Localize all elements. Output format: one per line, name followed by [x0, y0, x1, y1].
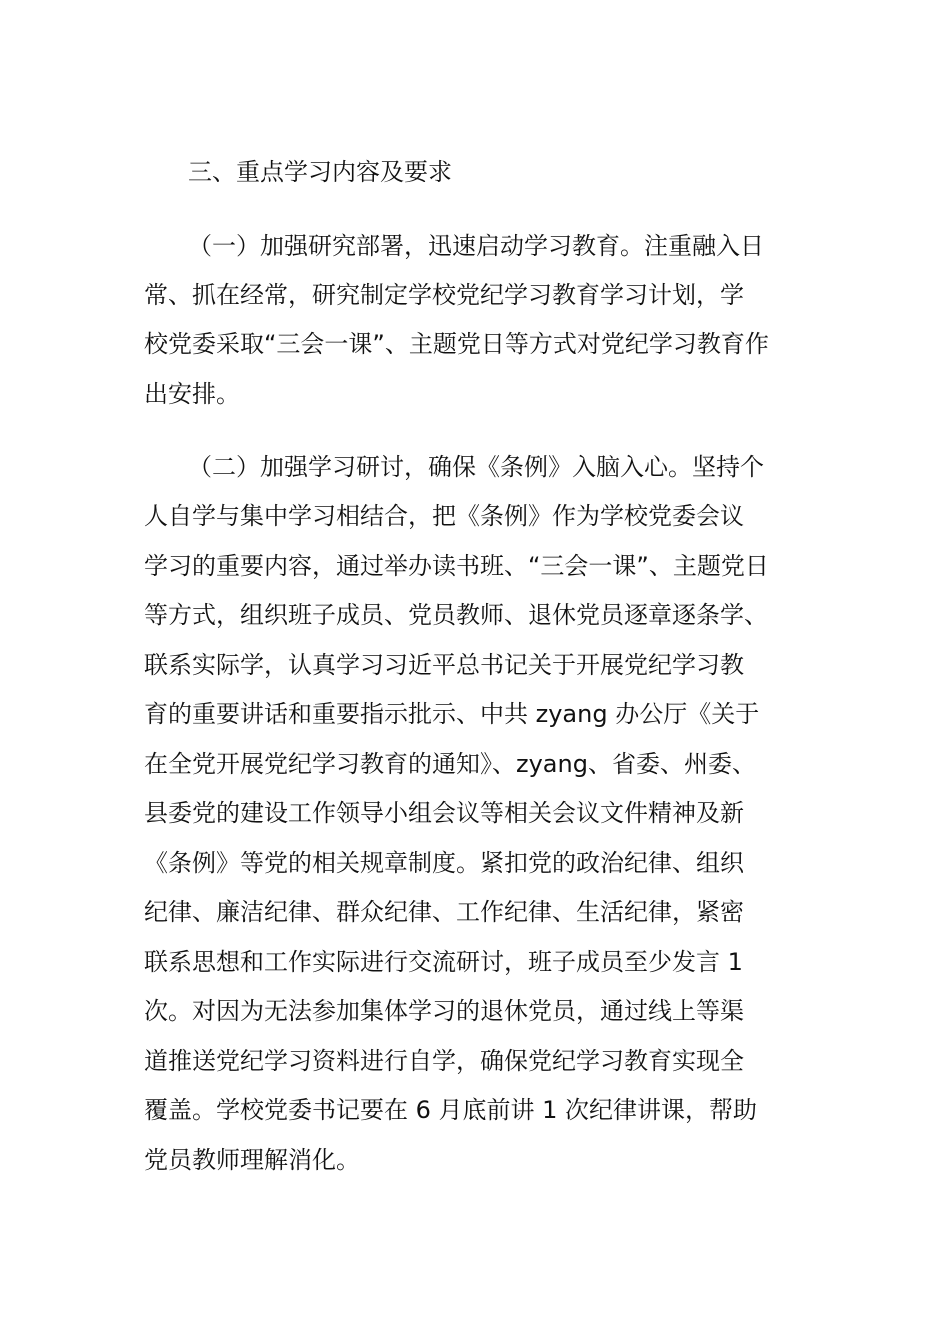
paragraph-1-line-4: 出安排。: [144, 380, 240, 408]
paragraph-2-line-14: 覆盖。学校党委书记要在 6 月底前讲 1 次纪律讲课，帮助: [144, 1096, 758, 1124]
paragraph-2-line-13: 道推送党纪学习资料进行自学，确保党纪学习教育实现全: [144, 1047, 744, 1075]
paragraph-2-line-12: 次。对因为无法参加集体学习的退休党员，通过线上等渠: [144, 997, 744, 1025]
paragraph-1-line-1: （一）加强研究部署，迅速启动学习教育。注重融入日: [188, 232, 764, 260]
paragraph-2-line-10: 纪律、廉洁纪律、群众纪律、工作纪律、生活纪律，紧密: [144, 898, 744, 926]
paragraph-2-line-5: 联系实际学，认真学习习近平总书记关于开展党纪学习教: [144, 651, 744, 679]
paragraph-2-line-6: 育的重要讲话和重要指示批示、中共 zyang 办公厅《关于: [144, 700, 760, 728]
paragraph-2-line-11: 联系思想和工作实际进行交流研讨，班子成员至少发言 1: [144, 948, 743, 976]
paragraph-2-line-1: （二）加强学习研讨，确保《条例》入脑入心。坚持个: [188, 453, 764, 481]
paragraph-2-line-4: 等方式，组织班子成员、党员教师、退休党员逐章逐条学、: [144, 601, 768, 629]
paragraph-2-line-7: 在全党开展党纪学习教育的通知》、zyang、省委、州委、: [144, 750, 756, 778]
paragraph-1-line-3: 校党委采取“三会一课”、主题党日等方式对党纪学习教育作: [144, 330, 769, 358]
section-heading: 三、重点学习内容及要求: [188, 158, 452, 186]
paragraph-2-line-15: 党员教师理解消化。: [144, 1146, 360, 1174]
paragraph-2-line-8: 县委党的建设工作领导小组会议等相关会议文件精神及新: [144, 799, 744, 827]
paragraph-2-line-9: 《条例》等党的相关规章制度。紧扣党的政治纪律、组织: [144, 849, 744, 877]
paragraph-2-line-2: 人自学与集中学习相结合，把《条例》作为学校党委会议: [144, 502, 744, 530]
paragraph-1-line-2: 常、抓在经常，研究制定学校党纪学习教育学习计划，学: [144, 281, 744, 309]
paragraph-2-line-3: 学习的重要内容，通过举办读书班、“三会一课”、主题党日: [144, 552, 769, 580]
